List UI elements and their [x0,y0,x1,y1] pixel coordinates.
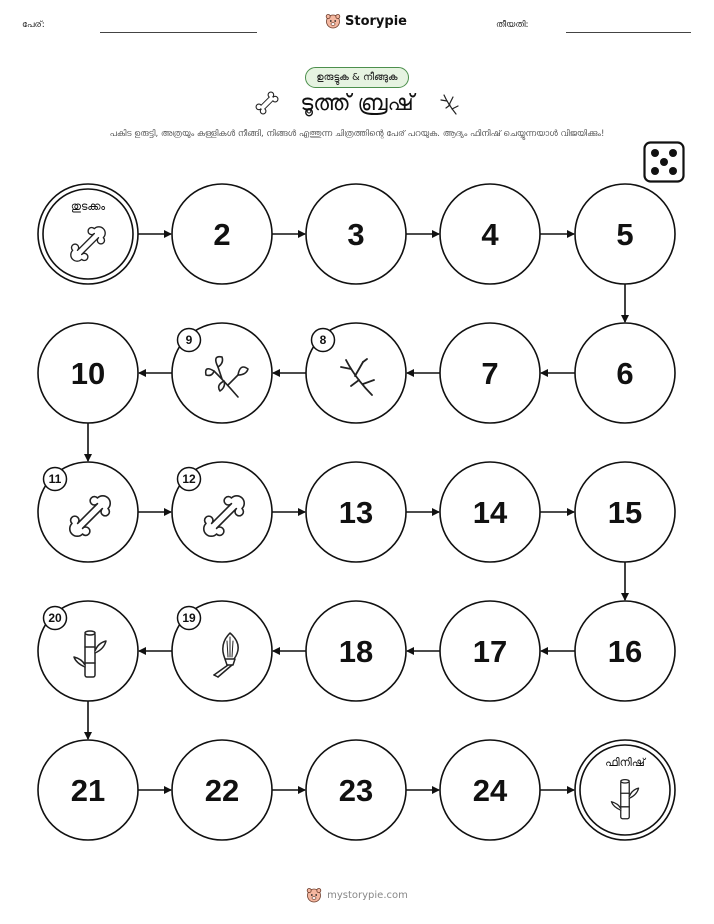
cell-number: 23 [338,773,374,808]
game-board [0,170,714,860]
board-cell-17 [440,601,540,701]
activity-badge: ഉരുട്ടുക & നീങ്ങുക [305,67,408,88]
cell-number: 10 [70,356,106,391]
cell-number: 16 [607,634,643,669]
cell-number: 4 [481,217,499,252]
board-cell-21 [38,740,138,840]
board-cell-1 [38,184,138,284]
storypie-mascot-icon [306,887,322,903]
storypie-mascot-icon [325,13,341,29]
cell-number: 21 [70,773,106,808]
cell-number: 12 [182,472,196,487]
board-cell-4 [440,184,540,284]
cell-number: 20 [48,611,62,626]
name-label: പേര്: [22,20,45,30]
cell-number: 11 [48,472,62,487]
cell-number: 7 [481,356,499,391]
board-cell-14 [440,462,540,562]
board-cell-23 [306,740,406,840]
footer-url: mystorypie.com [327,889,408,901]
board-cell-15 [575,462,675,562]
board-cell-2 [172,184,272,284]
board-cell-5 [575,184,675,284]
board-cell-24 [440,740,540,840]
footer [0,887,714,903]
cell-number: 2 [213,217,231,252]
page-title: ടൂത്ത് ബ്രഷ് [300,91,414,116]
board-cell-9 [172,323,272,423]
board-cell-22 [172,740,272,840]
board-cell-18 [306,601,406,701]
board-cell-6 [575,323,675,423]
twig-icon [436,90,462,118]
cell-number: 3 [347,217,365,252]
cell-number: 5 [616,217,634,252]
cell-number: 8 [319,333,327,348]
brand-name: Storypie [345,13,407,29]
board-cell-19 [172,601,272,701]
board-cell-3 [306,184,406,284]
cell-number: 22 [204,773,240,808]
cell-number: 6 [616,356,634,391]
board-cell-10 [38,323,138,423]
instructions-text: പകിട ഉരുട്ടി, അത്രയും കള്ളികൾ നീങ്ങി, നിങ്ങൾ എത്തുന്ന ചിത്രത്തിന്റെ പേര് പറയുക. ആദ്യം ഫിനിഷ് ചെയ്യുന്നയാൾ വിജയിക്കും! [109,129,605,139]
cell-number: 14 [472,495,508,530]
board-cell-12 [172,462,272,562]
dice-pip [669,149,677,157]
cell-number: 9 [185,333,193,348]
board-cell-13 [306,462,406,562]
board-cell-8 [306,323,406,423]
cell-number: 18 [338,634,374,669]
brand-logo [325,13,407,29]
cell-number: 19 [182,611,196,626]
board-cell-16 [575,601,675,701]
finish-label: ഫിനിഷ് [605,757,645,769]
cell-number: 15 [607,495,643,530]
cell-number: 13 [338,495,374,530]
date-field-line[interactable] [566,32,691,33]
cell-number: 17 [472,634,508,669]
board-cell-20 [38,601,138,701]
name-field-line[interactable] [100,32,257,33]
board-cell-25 [575,740,675,840]
dice-pip [660,158,668,166]
cell-number: 24 [472,773,508,808]
start-label: തുടക്കം [70,201,106,213]
dice-pip [651,149,659,157]
board-cell-7 [440,323,540,423]
board-cell-11 [38,462,138,562]
date-label: തീയതി: [496,20,529,30]
